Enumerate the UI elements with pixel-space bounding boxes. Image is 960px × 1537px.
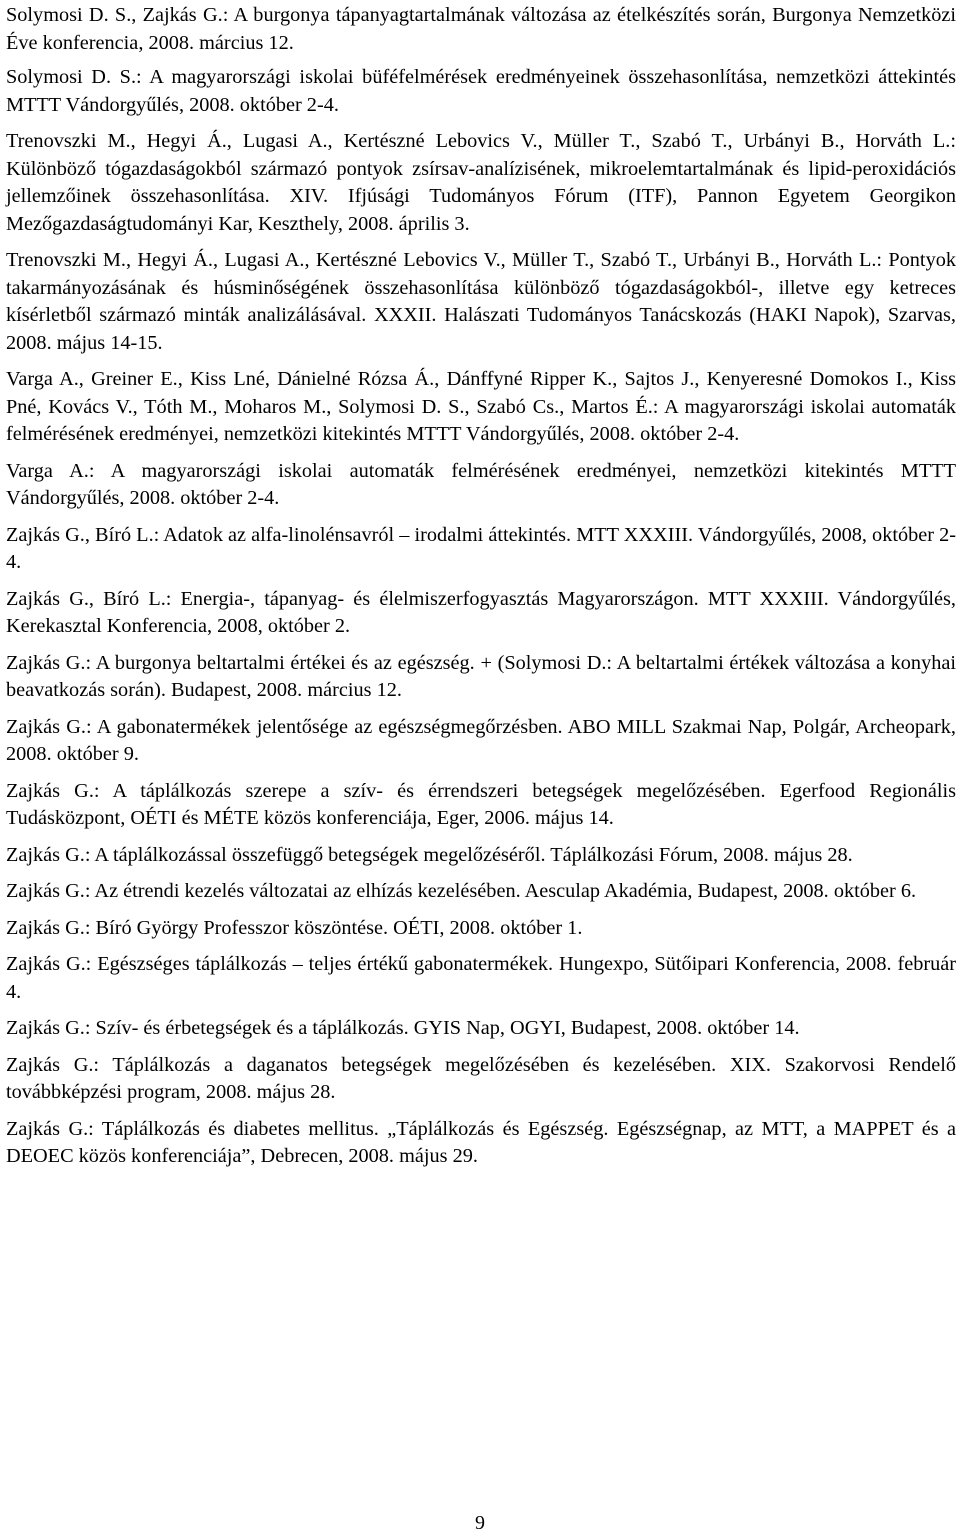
- reference-entry: Zajkás G.: A burgonya beltartalmi értékei és az egészség. + (Solymosi D.: A beltartalmi értékek változása a konyhai beavatkozás során). Budapest, 2008. március 12.: [6, 651, 956, 701]
- reference-entry: Varga A.: A magyarországi iskolai automaták felmérésének eredményei, nemzetközi kitekintés MTTT Vándorgyűlés, 2008. október 2-4.: [6, 459, 956, 509]
- reference-entry: Zajkás G.: Táplálkozás és diabetes mellitus. „Táplálkozás és Egészség. Egészségnap, az MTT, a MAPPET és a DEOEC közös konferenciája”, Debrecen, 2008. május 29.: [6, 1117, 956, 1167]
- page-number: 9: [475, 1512, 485, 1534]
- reference-entry: Zajkás G.: Egészséges táplálkozás – teljes értékű gabonatermékek. Hungexpo, Sütőipari Konferencia, 2008. február 4.: [6, 953, 956, 1003]
- reference-entry: Zajkás G.: Az étrendi kezelés változatai az elhízás kezelésében. Aesculap Akadémia, Budapest, 2008. október 6.: [6, 880, 917, 902]
- reference-entry: Zajkás G.: A táplálkozással összefüggő betegségek megelőzéséről. Táplálkozási Fórum, 2008. május 28.: [6, 843, 853, 866]
- reference-entry: Trenovszki M., Hegyi Á., Lugasi A., Kertészné Lebovics V., Müller T., Szabó T., Urbányi B., Horváth L.: Pontyok takarmányozásának és húsminőségének összehasonlítása különböző tógazdaságokból-, illetve egy ketreces kísérletből származó minták analizálásával. XXXII. Halászati Tudományos Tanácskozás (HAKI Napok), Szarvas, 2008. május 14-15.: [6, 249, 956, 354]
- reference-entry: Zajkás G.: A gabonatermékek jelentősége az egészségmegőrzésben. ABO MILL Szakmai Nap, Polgár, Archeopark, 2008. október 9.: [6, 715, 956, 765]
- reference-entry: Solymosi D. S., Zajkás G.: A burgonya tápanyagtartalmának változása az ételkészítés során, Burgonya Nemzetközi Éve konferencia, 2008. március 12.: [6, 4, 956, 54]
- reference-list: [6, 2, 956, 1180]
- reference-entry: Zajkás G.: A táplálkozás szerepe a szív- és érrendszeri betegségek megelőzésében. Egerfood Regionális Tudásközpont, OÉTI és MÉTE közös konferenciája, Eger, 2006. május 14.: [6, 779, 956, 829]
- reference-entry: Zajkás G., Bíró L.: Adatok az alfa-linolénsavról – irodalmi áttekintés. MTT XXXIII. Vándorgyűlés, 2008, október 2-4.: [6, 523, 956, 573]
- reference-entry: Trenovszki M., Hegyi Á., Lugasi A., Kertészné Lebovics V., Müller T., Szabó T., Urbányi B., Horváth L.: Különböző tógazdaságokból származó pontyok zsírsav-analízisének, mikroelemtartalmának és lipid-peroxidációs jellemzőinek összehasonlítása. XIV. Ifjúsági Tudományos Fórum (ITF), Pannon Egyetem Georgikon Mezőgazdaságtudományi Kar, Keszthely, 2008. április 3.: [6, 130, 956, 235]
- reference-entry: Varga A., Greiner E., Kiss Lné, Dánielné Rózsa Á., Dánffyné Ripper K., Sajtos J., Kenyeresné Domokos I., Kiss Pné, Kovács V., Tóth M., Moharos M., Solymosi D. S., Szabó Cs., Martos É.: A magyarországi iskolai automaták felmérésének eredményei, nemzetközi kitekintés MTTT Vándorgyűlés, 2008. október 2-4.: [6, 368, 956, 445]
- reference-entry: Zajkás G.: Szív- és érbetegségek és a táplálkozás. GYIS Nap, OGYI, Budapest, 2008. október 14.: [6, 1017, 800, 1039]
- reference-entry: Solymosi D. S.: A magyarországi iskolai büféfelmérések eredményeinek összehasonlítása, nemzetközi áttekintés MTTT Vándorgyűlés, 2008. október 2-4.: [6, 66, 956, 116]
- reference-entry: Zajkás G., Bíró L.: Energia-, tápanyag- és élelmiszerfogyasztás Magyarországon. MTT XXXIII. Vándorgyűlés, Kerekasztal Konferencia, 2008, október 2.: [6, 587, 956, 637]
- reference-entry: Zajkás G.: Táplálkozás a daganatos betegségek megelőzésében és kezelésében. XIX. Szakorvosi Rendelő továbbképzési program, 2008. május 28.: [6, 1053, 956, 1103]
- reference-entry: Zajkás G.: Bíró György Professzor köszöntése. OÉTI, 2008. október 1.: [6, 916, 583, 939]
